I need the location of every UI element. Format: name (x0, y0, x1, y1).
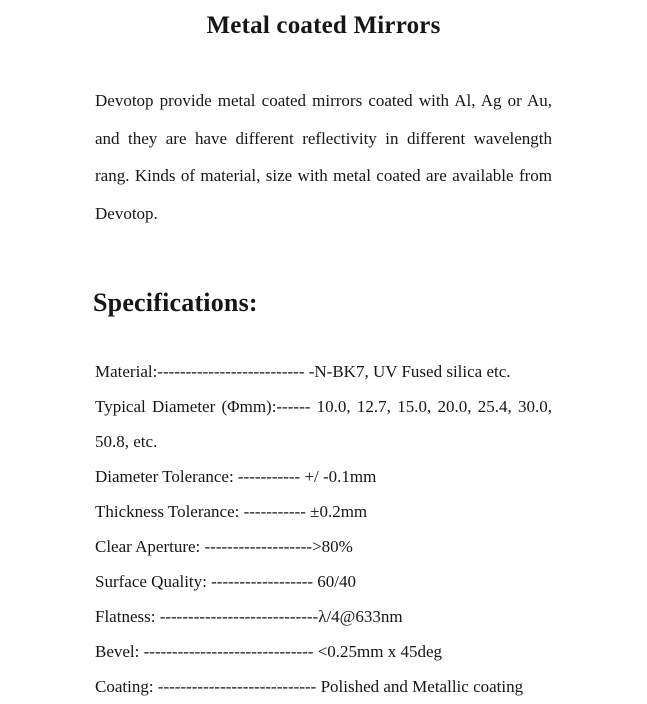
spec-line-typical-diameter: Typical Diameter (Φmm):------ 10.0, 12.7, 15.0, 20.0, 25.4, 30.0, 50.8, etc. (95, 397, 552, 451)
spec-line-surface-quality: Surface Quality: ------------------ 60/40 (95, 572, 357, 591)
specifications-list (95, 354, 552, 704)
page-title: Metal coated Mirrors (206, 12, 441, 39)
spec-line-thickness-tolerance: Thickness Tolerance: ----------- ±0.2mm (95, 502, 368, 521)
spec-line-material: Material:-------------------------- -N-BK7, UV Fused silica etc. (95, 362, 511, 381)
spec-line-flatness: Flatness: ----------------------------λ/4@633nm (95, 607, 403, 626)
spec-line-clear-aperture: Clear Aperture: ------------------->80% (95, 537, 353, 556)
spec-line-coating: Coating: ---------------------------- Polished and Metallic coating (95, 677, 524, 696)
spec-line-bevel: Bevel: ------------------------------ <0.25mm x 45deg (95, 642, 443, 661)
spec-line-diameter-tolerance: Diameter Tolerance: ----------- +/ -0.1mm (95, 467, 377, 486)
section-heading-specifications: Specifications: (93, 288, 258, 317)
intro-paragraph: Devotop provide metal coated mirrors coated with Al, Ag or Au, and they are have different reflectivity in different wavelength rang. Kinds of material, size with metal coated are available from Devotop. (95, 91, 552, 223)
